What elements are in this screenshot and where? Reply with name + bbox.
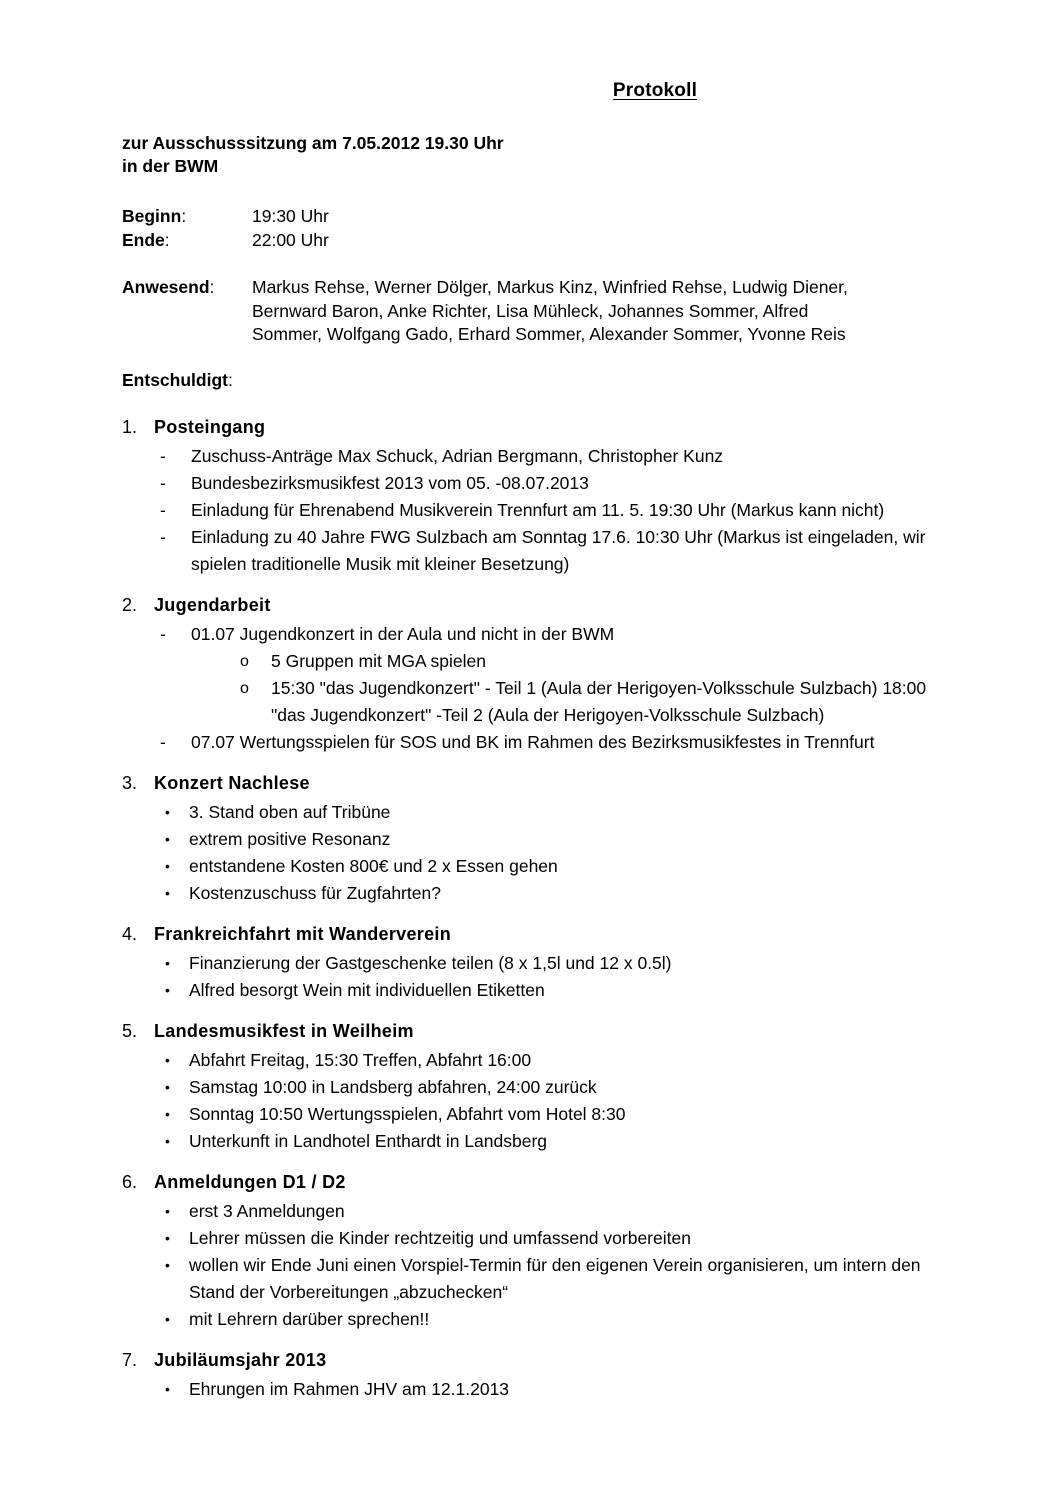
section-number: 5.	[122, 1021, 138, 1041]
list-item-text: 15:30 "das Jugendkonzert" - Teil 1 (Aula der Herigoyen-Volksschule Sulzbach) 18:00 "das Jugendkonzert" -Teil 2 (Aula der Herigoyen-Volksschule Sulzbach)	[271, 678, 927, 725]
document-body	[122, 80, 928, 1417]
bullet-icon: •	[165, 1133, 170, 1149]
section-title: Jubiläumsjahr 2013	[154, 1350, 327, 1370]
list-item	[122, 950, 928, 977]
bullet-icon: •	[165, 1052, 170, 1068]
agenda-section	[122, 1169, 928, 1333]
dash-marker-icon: -	[160, 624, 166, 644]
bullet-icon: •	[165, 1381, 170, 1397]
page-title	[122, 80, 928, 102]
bullet-icon: •	[165, 831, 170, 847]
dash-marker-icon: -	[160, 732, 166, 752]
list-item	[122, 977, 928, 1004]
list-item	[122, 1074, 928, 1101]
list-item-text: Sonntag 10:50 Wertungsspielen, Abfahrt vom Hotel 8:30	[189, 1104, 626, 1124]
anwesend-colon: :	[209, 277, 215, 297]
list-item-text: 5 Gruppen mit MGA spielen	[271, 651, 486, 671]
section-item-list	[122, 950, 928, 1004]
subtitle-line-1: zur Ausschusssitzung am 7.05.2012 19.30 Uhr	[122, 133, 504, 153]
agenda-section	[122, 1347, 928, 1403]
section-number: 1.	[122, 417, 138, 437]
list-item	[122, 880, 928, 907]
list-item	[122, 1225, 928, 1252]
list-item-text: Einladung zu 40 Jahre FWG Sulzbach am Sonntag 17.6. 10:30 Uhr (Markus ist eingeladen, wir spielen traditionelle Musik mit kleiner Besetzung)	[191, 527, 926, 574]
list-item	[122, 1252, 928, 1306]
dash-marker-icon: -	[160, 500, 166, 520]
section-item-list	[122, 1047, 928, 1155]
list-item	[122, 729, 928, 756]
agenda-section	[122, 592, 928, 756]
list-item	[122, 1306, 928, 1333]
attendees-line: Bernward Baron, Anke Richter, Lisa Mühleck, Johannes Sommer, Alfred	[252, 300, 809, 321]
list-item	[122, 826, 928, 853]
document-subtitle	[122, 132, 928, 178]
agenda-section	[122, 921, 928, 1004]
list-item-text: 01.07 Jugendkonzert in der Aula und nicht in der BWM	[191, 624, 615, 644]
bullet-icon: •	[165, 1311, 170, 1327]
entschuldigt-label	[122, 369, 252, 393]
meta-row-anwesend	[122, 276, 928, 347]
beginn-label-text: Beginn	[122, 206, 182, 226]
list-item	[122, 675, 928, 729]
entschuldigt-colon: :	[227, 369, 233, 390]
list-item	[122, 443, 928, 470]
section-number: 6.	[122, 1172, 138, 1192]
list-item-text: Alfred besorgt Wein mit individuellen Etiketten	[189, 980, 545, 1000]
section-number: 7.	[122, 1350, 138, 1370]
bullet-icon: •	[165, 982, 170, 998]
meeting-times-block	[122, 205, 928, 252]
bullet-icon: •	[165, 1106, 170, 1122]
section-title: Posteingang	[154, 417, 266, 437]
list-item-text: Samstag 10:00 in Landsberg abfahren, 24:00 zurück	[189, 1077, 597, 1097]
bullet-icon: •	[165, 1203, 170, 1219]
beginn-colon: :	[181, 206, 187, 226]
circle-marker-icon: o	[240, 680, 249, 697]
section-title: Konzert Nachlese	[154, 773, 310, 793]
section-number: 3.	[122, 773, 138, 793]
list-item	[122, 799, 928, 826]
entschuldigt-label-text: Entschuldigt	[122, 369, 228, 390]
attendees-line: Sommer, Wolfgang Gado, Erhard Sommer, Alexander Sommer, Yvonne Reis	[252, 324, 846, 344]
section-item-list	[122, 621, 928, 756]
agenda-section	[122, 770, 928, 907]
list-item	[122, 621, 928, 648]
section-number: 4.	[122, 924, 138, 944]
bullet-icon: •	[165, 955, 170, 971]
list-item	[122, 1101, 928, 1128]
list-item	[122, 1198, 928, 1225]
dash-marker-icon: -	[160, 446, 166, 466]
list-item-text: Unterkunft in Landhotel Enthardt in Landsberg	[189, 1131, 548, 1151]
list-item	[122, 524, 928, 578]
ende-value: 22:00 Uhr	[252, 229, 329, 250]
dash-marker-icon: -	[160, 527, 166, 547]
bullet-icon: •	[165, 1230, 170, 1246]
list-item-text: entstandene Kosten 800€ und 2 x Essen gehen	[189, 856, 558, 876]
list-item	[122, 497, 928, 524]
section-heading	[122, 921, 928, 947]
section-heading	[122, 414, 928, 440]
section-heading	[122, 592, 928, 618]
agenda-sections	[122, 414, 928, 1403]
circle-marker-icon: o	[240, 653, 249, 670]
ende-colon: :	[164, 229, 170, 250]
list-item	[122, 1128, 928, 1155]
dash-marker-icon: -	[160, 473, 166, 493]
list-item-text: Lehrer müssen die Kinder rechtzeitig und umfassend vorbereiten	[189, 1228, 691, 1248]
page-title-text: Protokoll	[612, 80, 698, 101]
section-item-list	[122, 1198, 928, 1333]
section-title: Anmeldungen D1 / D2	[154, 1172, 346, 1192]
agenda-section	[122, 414, 928, 578]
list-item-text: 3. Stand oben auf Tribüne	[189, 802, 391, 822]
list-item-text: erst 3 Anmeldungen	[189, 1201, 345, 1221]
bullet-icon: •	[165, 1257, 170, 1273]
list-item	[122, 1047, 928, 1074]
bullet-icon: •	[165, 804, 170, 820]
list-item-text: Ehrungen im Rahmen JHV am 12.1.2013	[189, 1379, 510, 1399]
section-heading	[122, 1169, 928, 1195]
list-item	[122, 1376, 928, 1403]
beginn-label	[122, 205, 252, 229]
attendees-block	[122, 276, 928, 347]
section-heading	[122, 1018, 928, 1044]
bullet-icon: •	[165, 885, 170, 901]
list-item-text: Einladung für Ehrenabend Musikverein Trennfurt am 11. 5. 19:30 Uhr (Markus kann nicht)	[191, 500, 885, 520]
ende-label	[122, 229, 252, 253]
meta-row-entschuldigt	[122, 369, 928, 393]
section-item-list	[122, 443, 928, 578]
list-item-text: Finanzierung der Gastgeschenke teilen (8 x 1,5l und 12 x 0.5l)	[189, 953, 672, 973]
list-item-text: 07.07 Wertungsspielen für SOS und BK im Rahmen des Bezirksmusikfestes in Trennfurt	[191, 732, 875, 752]
section-number: 2.	[122, 595, 138, 615]
list-item-text: Kostenzuschuss für Zugfahrten?	[189, 883, 441, 903]
section-title: Jugendarbeit	[154, 595, 271, 615]
bullet-icon: •	[165, 858, 170, 874]
section-item-list	[122, 1376, 928, 1403]
meta-row-ende	[122, 229, 928, 253]
list-item-text: extrem positive Resonanz	[189, 829, 391, 849]
list-item-text: wollen wir Ende Juni einen Vorspiel-Termin für den eigenen Verein organisieren, um intern den Stand der Vorbereitungen „abzuchecken“	[189, 1255, 921, 1302]
list-item-text: Zuschuss-Anträge Max Schuck, Adrian Bergmann, Christopher Kunz	[191, 446, 724, 466]
list-item-text: mit Lehrern darüber sprechen!!	[189, 1309, 430, 1329]
section-heading	[122, 770, 928, 796]
section-item-list	[122, 799, 928, 907]
attendees-line: Markus Rehse, Werner Dölger, Markus Kinz, Winfried Rehse, Ludwig Diener,	[252, 277, 848, 297]
anwesend-value	[252, 276, 928, 347]
beginn-value: 19:30 Uhr	[252, 206, 329, 226]
list-item	[122, 470, 928, 497]
list-item	[122, 853, 928, 880]
bullet-icon: •	[165, 1079, 170, 1095]
list-item-text: Bundesbezirksmusikfest 2013 vom 05. -08.07.2013	[191, 473, 589, 493]
excused-block	[122, 369, 928, 393]
section-title: Landesmusikfest in Weilheim	[154, 1021, 414, 1041]
section-title: Frankreichfahrt mit Wanderverein	[154, 924, 452, 944]
anwesend-label	[122, 276, 252, 300]
meta-row-beginn	[122, 205, 928, 229]
anwesend-label-text: Anwesend	[122, 277, 210, 297]
section-heading	[122, 1347, 928, 1373]
list-item	[122, 648, 928, 675]
list-item-text: Abfahrt Freitag, 15:30 Treffen, Abfahrt 16:00	[189, 1050, 532, 1070]
ende-label-text: Ende	[122, 229, 165, 250]
agenda-section	[122, 1018, 928, 1155]
subtitle-line-2: in der BWM	[122, 156, 219, 176]
